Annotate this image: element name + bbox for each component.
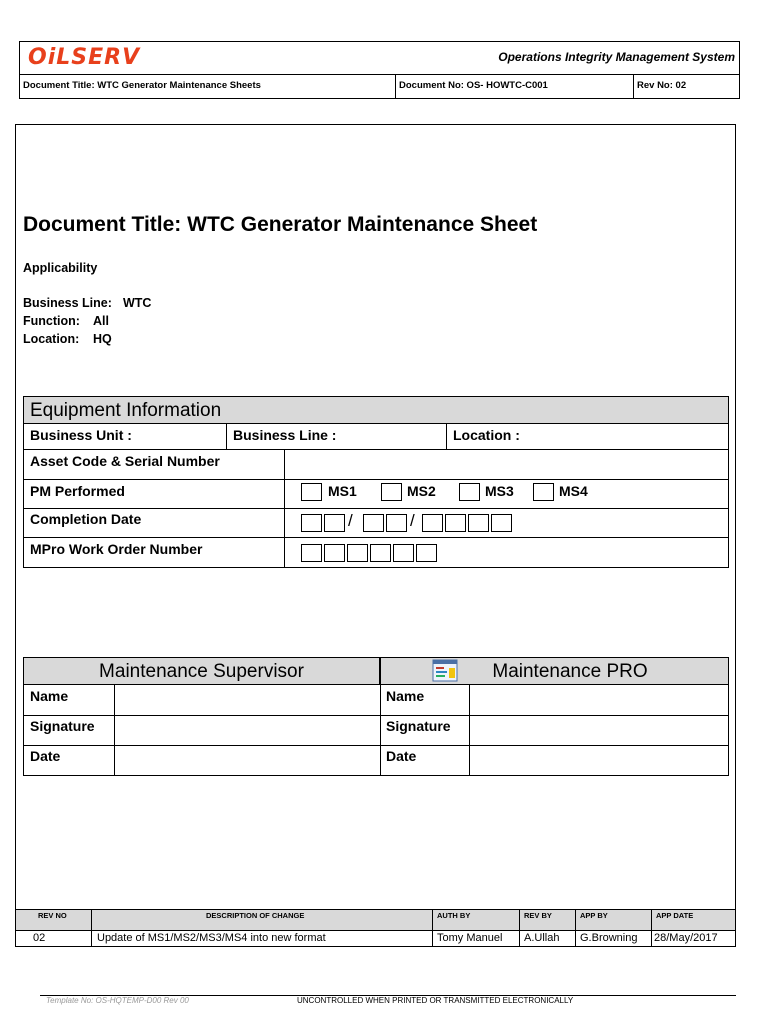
revision-header-row xyxy=(16,910,735,931)
system-name: Operations Integrity Management System xyxy=(498,50,735,64)
app-by-header: APP BY xyxy=(580,911,608,920)
pro-name-label: Name xyxy=(386,688,425,704)
wo-digit-box[interactable] xyxy=(370,544,391,562)
wo-digit-box[interactable] xyxy=(324,544,345,562)
date-month-box-1[interactable] xyxy=(363,514,384,532)
equipment-info-heading: Equipment Information xyxy=(24,397,728,424)
header-info-row xyxy=(20,74,739,98)
document-header xyxy=(19,41,740,99)
location-value: HQ xyxy=(93,332,112,346)
ms2-checkbox[interactable] xyxy=(381,483,402,501)
wo-digit-box[interactable] xyxy=(301,544,322,562)
business-line-label: Business Line: xyxy=(23,296,112,310)
ms4-label: MS4 xyxy=(559,483,588,499)
maintenance-pro-heading xyxy=(380,658,728,685)
page-title: Document Title: WTC Generator Maintenance Sheet xyxy=(23,213,538,236)
location-label: Location: xyxy=(23,332,80,346)
equipment-info-table xyxy=(23,396,729,568)
app-by-cell: G.Browning xyxy=(580,932,638,944)
signoff-table xyxy=(23,657,729,776)
function-value: All xyxy=(93,314,109,328)
supervisor-name-label: Name xyxy=(30,688,69,704)
oilserv-logo: OiLSERV xyxy=(28,45,141,70)
ms1-checkbox[interactable] xyxy=(301,483,322,501)
date-day-box-1[interactable] xyxy=(301,514,322,532)
date-year-box-3[interactable] xyxy=(468,514,489,532)
uncontrolled-notice: UNCONTROLLED WHEN PRINTED OR TRANSMITTED ELECTRONICALLY xyxy=(297,996,574,1005)
supervisor-date-label: Date xyxy=(30,748,61,764)
business-unit-label: Business Unit : xyxy=(30,427,132,443)
date-separator: / xyxy=(410,511,415,530)
app-date-cell: 28/May/2017 xyxy=(654,932,718,944)
template-number: Template No: OS-HQTEMP-D00 Rev 00 xyxy=(46,996,189,1005)
date-separator: / xyxy=(348,511,353,530)
ms3-label: MS3 xyxy=(485,483,514,499)
pro-signature-label: Signature xyxy=(386,718,451,734)
rev-by-header: REV BY xyxy=(524,911,552,920)
wo-digit-box[interactable] xyxy=(347,544,368,562)
date-month-box-2[interactable] xyxy=(386,514,407,532)
date-year-box-1[interactable] xyxy=(422,514,443,532)
app-date-header: APP DATE xyxy=(656,911,694,920)
rev-by-cell: A.Ullah xyxy=(524,932,560,944)
ms4-checkbox[interactable] xyxy=(533,483,554,501)
auth-by-header: AUTH BY xyxy=(437,911,471,920)
rev-no-header: REV NO xyxy=(38,911,67,920)
mpro-work-order-label: MPro Work Order Number xyxy=(30,541,203,557)
wo-digit-box[interactable] xyxy=(393,544,414,562)
form-icon xyxy=(432,659,458,682)
description-cell: Update of MS1/MS2/MS3/MS4 into new format xyxy=(97,932,326,944)
date-year-box-4[interactable] xyxy=(491,514,512,532)
location-field-label: Location : xyxy=(453,427,520,443)
date-year-box-2[interactable] xyxy=(445,514,466,532)
header-doc-title: Document Title: WTC Generator Maintenance Sheets xyxy=(20,74,396,98)
pro-date-label: Date xyxy=(386,748,417,764)
date-day-box-2[interactable] xyxy=(324,514,345,532)
pm-performed-label: PM Performed xyxy=(30,483,125,499)
description-header: DESCRIPTION OF CHANGE xyxy=(206,911,305,920)
asset-code-label: Asset Code & Serial Number xyxy=(30,453,220,469)
revision-table xyxy=(15,909,736,947)
header-top-row xyxy=(20,42,739,75)
completion-date-label: Completion Date xyxy=(30,511,142,527)
header-doc-no: Document No: OS- HOWTC-C001 xyxy=(396,74,634,98)
supervisor-signature-label: Signature xyxy=(30,718,95,734)
auth-by-cell: Tomy Manuel xyxy=(437,932,503,944)
applicability-label: Applicability xyxy=(23,261,98,275)
maintenance-supervisor-heading: Maintenance Supervisor xyxy=(24,658,380,685)
business-line-value: WTC xyxy=(123,296,152,310)
maintenance-pro-label: Maintenance PRO xyxy=(492,661,648,682)
business-line-field-label: Business Line : xyxy=(233,427,337,443)
ms3-checkbox[interactable] xyxy=(459,483,480,501)
ms2-label: MS2 xyxy=(407,483,436,499)
header-rev-no: Rev No: 02 xyxy=(637,80,687,91)
rev-no-cell: 02 xyxy=(33,932,46,944)
wo-digit-box[interactable] xyxy=(416,544,437,562)
function-label: Function: xyxy=(23,314,80,328)
ms1-label: MS1 xyxy=(328,483,357,499)
